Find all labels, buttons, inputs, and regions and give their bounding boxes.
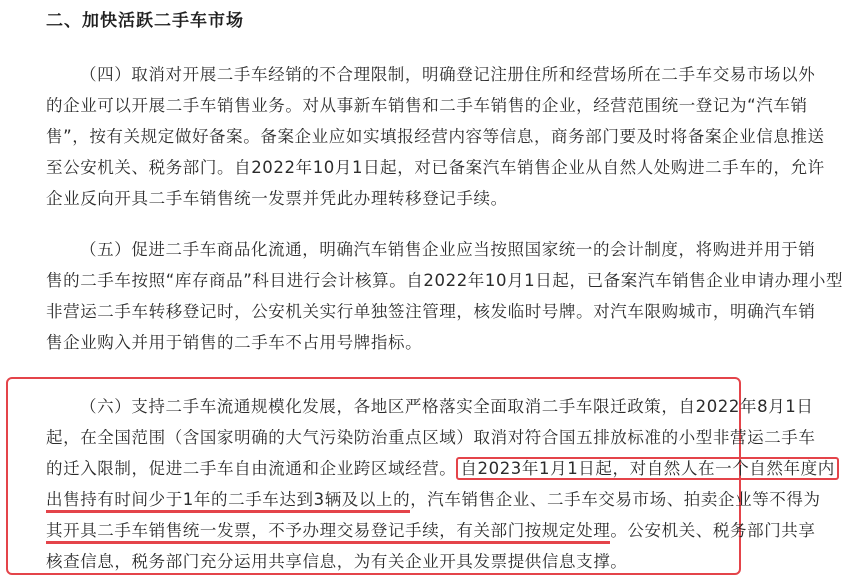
- paragraph-4-line: 企业反向开具二手车销售统一发票并凭此办理转移登记手续。: [46, 189, 508, 208]
- paragraph-4-line: 至公安机关、税务部门。自2022年10月1日起，对已备案汽车销售企业从自然人处购进二手车的，允许: [46, 158, 825, 177]
- section-heading: 二、加快活跃二手车市场: [46, 11, 244, 31]
- paragraph-5-line: 非营运二手车转移登记时，公安机关实行单独签注管理，核发临时号牌。对汽车限购城市，明确汽车销: [46, 302, 816, 321]
- paragraph-6-line: [46, 515, 816, 546]
- paragraph-5-line: （五）促进二手车商品化流通，明确汽车销售企业应当按照国家统一的会计制度，将购进并用于销: [80, 240, 816, 259]
- paragraph-5: [46, 234, 843, 358]
- paragraph-6-line: [46, 453, 835, 484]
- paragraph-4-line: （四）取消对开展二手车经销的不合理限制，明确登记注册住所和经营场所在二手车交易市场以外: [80, 65, 816, 84]
- paragraph-6-line: 起，在全国范围（含国家明确的大气污染防治重点区域）取消对符合国五排放标准的小型非营运二手车: [46, 428, 816, 447]
- paragraph-5-line: 售的二手车按照“库存商品”科目进行会计核算。自2022年10月1日起，已备案汽车销售企业申请办理小型: [46, 271, 843, 290]
- paragraph-4-line: 的企业可以开展二手车销售业务。对从事新车销售和二手车销售的企业，经营范围统一登记为“汽车销: [46, 96, 808, 115]
- paragraph-5-line: 售企业购入并用于销售的二手车不占用号牌指标。: [46, 333, 423, 352]
- paragraph-6-line: 核查信息，税务部门充分运用共享信息，为有关企业开具发票提供信息支撑。: [46, 552, 628, 571]
- paragraph-6-text: 。公安机关、税务部门共享: [610, 521, 816, 540]
- paragraph-6-line: [46, 484, 821, 515]
- paragraph-6-line: （六）支持二手车流通规模化发展，各地区严格落实全面取消二手车限迁政策，自2022年8月1日: [80, 397, 814, 416]
- paragraph-4: [46, 59, 825, 214]
- paragraph-6-text: 的迁入限制，促进二手车自由流通和企业跨区域经营。: [46, 459, 457, 478]
- underlined-highlight-text: 其开具二手车销售统一发票，不予办理交易登记手续，有关部门按规定处理: [46, 521, 610, 544]
- underlined-highlight-text: 出售持有时间少于1年的二手车达到3辆及以上的: [46, 490, 410, 513]
- paragraph-6-text: ，汽车销售企业、二手车交易市场、拍卖企业等不得为: [410, 490, 821, 509]
- paragraph-4-line: 售”，按有关规定做好备案。备案企业应如实填报经营内容等信息，商务部门要及时将备案企业信息推送: [46, 127, 825, 146]
- paragraph-6: [46, 391, 835, 577]
- boxed-highlight-text: 自2023年1月1日起，对自然人在一个自然年度内: [456, 457, 838, 480]
